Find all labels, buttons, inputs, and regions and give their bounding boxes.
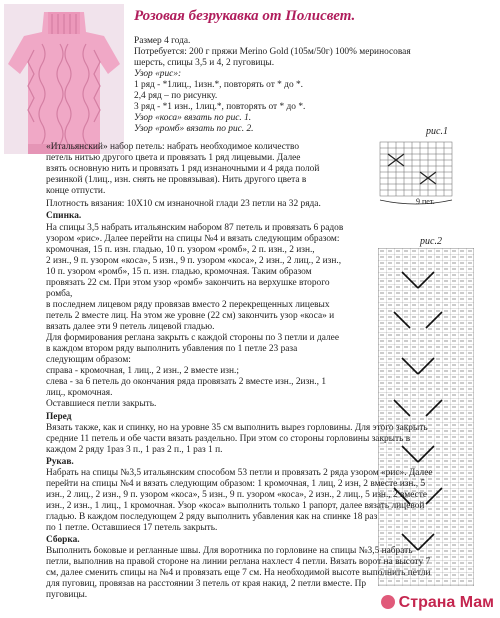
section-heading: Перед: [46, 412, 72, 422]
body-line: взять основную нить и провязать 1 ряд изнаночными и 4 ряда полой: [46, 164, 320, 174]
body-line: петель нитью другого цвета и провязать 1 ряд лицевыми. Далее: [46, 153, 301, 163]
fig2-chart: [378, 248, 474, 586]
intro-line: Узор «ромб» вязать по рис. 2.: [134, 124, 254, 134]
body-line: резинкой (1лиц., изн. снять не провязывая). Нить другого цвета в: [46, 175, 307, 185]
intro-line: 3 ряд - *1 изн., 1лиц.*, повторять от * до *.: [134, 102, 306, 112]
page-title: Розовая безрукавка от Полисвет.: [134, 8, 356, 24]
sweater-photo: [4, 4, 124, 154]
intro-line: шерсть, спицы 3,5 и 4, 2 пуговицы.: [134, 58, 275, 68]
intro-line: Потребуется: 200 г пряжи Merino Gold (105м/50г) 100% мериносовая: [134, 47, 411, 57]
intro-line: Размер 4 года.: [134, 36, 191, 46]
intro-line: Узор «рис»:: [134, 69, 182, 79]
body-line: петли, выполнив на правой стороне на линии реглана нахлест 4 петли. Вязать ворот на высоту 7: [46, 557, 431, 567]
watermark-logo: [381, 594, 494, 612]
body-line: 2 изн., 9 п. узором «коса», 5 изн., 9 п. узором «коса», 2 изн., 2 лиц., 2 изн.,: [46, 256, 342, 266]
body-line: конце отпусти.: [46, 186, 106, 196]
body-line: Набрать на спицы №3,5 итальянским способом 53 петли и провязать 2 ряда узором «рис». Далее: [46, 468, 433, 478]
intro-line: 1 ряд - *1лиц., 1изн.*, повторять от * до *.: [134, 80, 304, 90]
body-line: Плотность вязания: 10Х10 см изнаночной глади 23 петли на 32 ряда.: [46, 199, 321, 209]
section-heading: Сборка.: [46, 535, 80, 545]
body-line: перейти на спицы №4 и вязать следующим образом: 1 кромочная, 1 лиц, 2 изн, 2 вместе изн., 5: [46, 479, 426, 489]
body-line: каждом 2 ряду 1раз 3 п., 1 раз 2 п., 1 раз 1 п.: [46, 445, 223, 455]
fig1-caption: 9 пет.: [416, 197, 435, 206]
body-line: гладью. В каждом последующем 2 ряду выполнить убавления как на спинке 18 раз: [46, 512, 378, 522]
body-line: 10 п. узором «ромб», 15 п. изн. гладью, кромочная. Таким образом: [46, 267, 312, 277]
body-line: «Итальянский» набор петель: набрать необходимое количество: [46, 142, 300, 152]
body-line: для пуговиц, провязав на расстоянии 3 петель от края накид, 2 петли вместе. Пр: [46, 579, 367, 589]
watermark-text: Страна Мам: [398, 594, 494, 611]
fig1-label: рис.1: [426, 126, 448, 137]
intro-line: Узор «коса» вязать по рис. 1.: [134, 113, 252, 123]
body-line: Выполнить боковые и регланные швы. Для воротника по горловине на спицы №3,5 набрать: [46, 546, 413, 556]
body-line: петель 2 вместе лиц. На этом же уровне (22 см) закончить узор «коса» и: [46, 311, 335, 321]
body-line: На спицы 3,5 набрать итальянским набором 87 петель и провязать 6 радов: [46, 223, 344, 233]
body-line: кромочная, 15 п. изн. гладью, 10 п. узором «ромб», 2 п. изн., 2 изн.,: [46, 245, 315, 255]
body-line: изн., 2 изн., 1 лиц., 1 кромочная. Узор «коса» выполнить только 1 рапорт, далее вязать лицевой: [46, 501, 425, 511]
body-line: Оставшиеся петли закрыть.: [46, 399, 157, 409]
body-line: Вязать также, как и спинку, но на уровне 35 см выполнить вырез горловины. Для этого закрыть: [46, 423, 428, 433]
flower-icon: [381, 595, 395, 609]
body-line: слева - за 6 петель до окончания ряда провязать 2 вместе изн., 2изн., 1: [46, 377, 327, 387]
intro-line: 2,4 ряд – по рисунку.: [134, 91, 218, 101]
fig2-label: рис.2: [420, 236, 442, 247]
section-heading: Рукав.: [46, 457, 74, 467]
body-line: провязать 22 см. При этом узор «ромб» закончить на верхушке второго: [46, 278, 330, 288]
body-line: справа - кромочная, 1 лиц., 2 изн., 2 вместе изн.;: [46, 366, 239, 376]
body-line: пуговицы.: [46, 590, 88, 600]
body-line: в каждом втором ряду выполнить убавления по 1 петле 23 раза: [46, 344, 298, 354]
section-heading: Спинка.: [46, 211, 82, 221]
body-line: изн., 2 лиц., 2 изн., 9 п. узором «коса», 5 изн., 9 п. узором «коса», 2 изн., 2 лиц., 5 изн., 2 вместе: [46, 490, 428, 500]
body-line: средние 11 петель и обе части вязать раздельно. При этом со стороны горловины закрыть в: [46, 434, 411, 444]
body-line: лиц., кромочная.: [46, 388, 113, 398]
body-line: следующим образом:: [46, 355, 131, 365]
body-line: ромба,: [46, 289, 73, 299]
body-line: по 1 петле. Оставшиеся 17 петель закрыть.: [46, 523, 218, 533]
body-line: см, далее сменить спицы на №4 и провязать еще 7 см. На необходимой высоте выполнить петли: [46, 568, 431, 578]
body-line: вязать далее эти 9 петель лицевой гладью.: [46, 322, 215, 332]
body-line: узором «рис». Далее перейти на спицы №4 и вязать следующим образом:: [46, 234, 340, 244]
body-line: Для формирования реглана закрыть с каждой стороны по 3 петли и далее: [46, 333, 339, 343]
body-line: в последнем лицевом ряду провязав вместо 2 перекрещенных лицевых: [46, 300, 330, 310]
